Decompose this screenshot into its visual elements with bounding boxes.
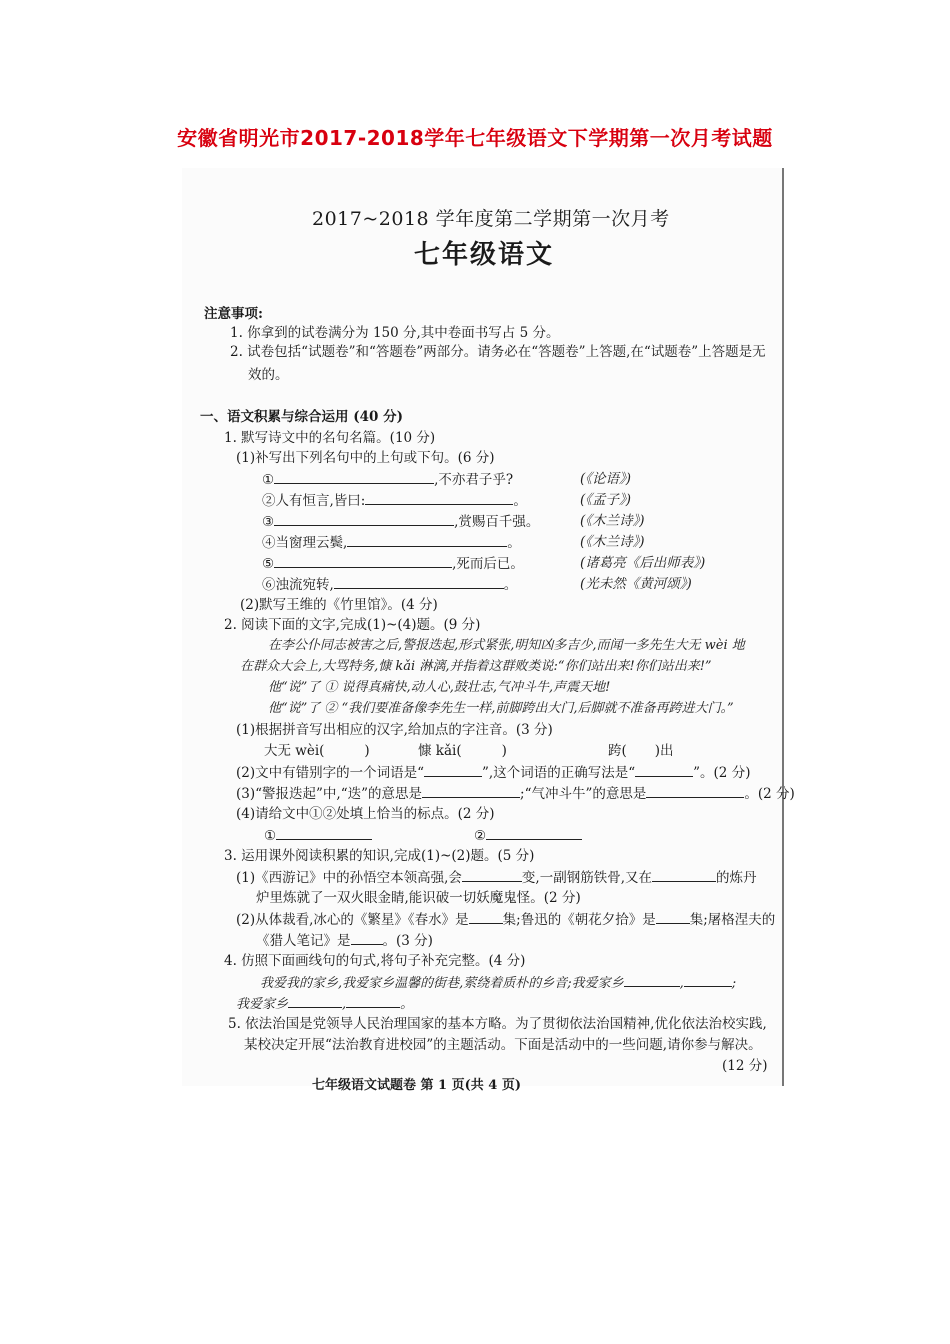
notice-title: 注意事项:: [204, 306, 263, 322]
passage-line: 在李公仆同志被害之后,警报迭起,形式紧张,明知凶多吉少,而闻一多先生大无 wèi 地: [268, 638, 745, 653]
subquestion: (1)根据拼音写出相应的汉字,给加点的字注音。(3 分): [236, 722, 553, 738]
question-title: 4. 仿照下面画线句的句式,将句子补充完整。(4 分): [224, 953, 526, 969]
subquestion: (4)请给文中①②处填上恰当的标点。(2 分): [236, 806, 495, 822]
notice-item: 1. 你拿到的试卷满分为 150 分,其中卷面书写占 5 分。: [230, 325, 560, 341]
source-ref: (《木兰诗》): [580, 513, 645, 529]
subquestion: (3)“警报迭起”中,“迭”的意思是 ;“气冲斗牛”的意思是 。(2 分): [236, 786, 795, 802]
section-title: 一、语文积累与综合运用 (40 分): [200, 409, 403, 425]
page-footer: 七年级语文试题卷 第 1 页(共 4 页): [312, 1078, 522, 1093]
question-text: 5. 依法治国是党领导人民治理国家的基本方略。为了贯彻依法治国精神,优化依法治校实践,: [228, 1016, 767, 1032]
fill-line: ⑥浊流宛转, 。: [262, 577, 518, 593]
question-score: (12 分): [722, 1058, 768, 1074]
source-ref: (《孟子》): [580, 492, 632, 508]
pinyin-item: 大无 wèi( ): [264, 743, 370, 759]
exam-subject: 七年级语文: [414, 240, 555, 270]
pinyin-item: 跨( )出: [608, 743, 674, 759]
sentence-line: 我爱家乡 , 。: [236, 997, 414, 1012]
subquestion: (1)《西游记》中的孙悟空本领高强,会 变,一副钢筋铁骨,又在 的炼丹: [236, 870, 757, 886]
subquestion: 《猎人笔记》是 。(3 分): [256, 933, 433, 949]
sentence-line: 我爱我的家乡,我爱家乡温馨的街巷,萦绕着质朴的乡音;我爱家乡 , ;: [260, 976, 737, 991]
source-ref: (《木兰诗》): [580, 534, 645, 550]
source-ref: (《论语》): [580, 471, 632, 487]
subquestion: (2)文中有错别字的一个词语是“ ”,这个词语的正确写法是“ ”。(2 分): [236, 765, 751, 781]
subquestion: (2)从体裁看,冰心的《繁星》《春水》是 集;鲁迅的《朝花夕拾》是 集;屠格涅夫的: [236, 912, 776, 928]
subquestion: (1)补写出下列名句中的上句或下句。(6 分): [236, 450, 495, 466]
question-title: 3. 运用课外阅读积累的知识,完成(1)~(2)题。(5 分): [224, 848, 535, 864]
fill-line: ②人有恒言,皆曰: 。: [262, 493, 527, 509]
passage-line: 在群众大会上,大骂特务,慷 kǎi 淋漓,并指着这群败类说:“你们站出来!你们站出来!”: [240, 659, 712, 674]
source-ref: (光未然《黄河颂》): [580, 576, 692, 592]
punctuation-blank: ①: [264, 827, 372, 844]
notice-item: 2. 试卷包括“试题卷”和“答题卷”两部分。请务必在“答题卷”上答题,在“试题卷”上答题是无: [230, 344, 766, 360]
scanned-exam-page: [182, 168, 795, 1093]
passage-line: 他“说”了 ① 说得真痛快,动人心,鼓壮志,气冲斗牛,声震天地!: [268, 680, 611, 695]
exam-header: 2017~2018 学年度第二学期第一次月考: [312, 208, 670, 230]
question-title: 1. 默写诗文中的名句名篇。(10 分): [224, 430, 436, 446]
document-title: 安徽省明光市2017-2018学年七年级语文下学期第一次月考试题: [177, 126, 773, 150]
source-ref: (诸葛亮《后出师表》): [580, 555, 706, 571]
question-title: 2. 阅读下面的文字,完成(1)~(4)题。(9 分): [224, 617, 481, 633]
subquestion: (2)默写王维的《竹里馆》。(4 分): [240, 597, 438, 613]
fill-line: ⑤ ,死而后已。: [262, 556, 524, 572]
passage-line: 他“说”了 ② “我们要准备像李先生一样,前脚跨出大门,后脚就不准备再跨进大门。”: [268, 701, 734, 716]
fill-line: ③ ,赏赐百千强。: [262, 514, 540, 530]
fill-line: ④当窗理云鬓, 。: [262, 535, 521, 551]
fill-line: ① ,不亦君子乎?: [262, 472, 514, 488]
subquestion: 炉里炼就了一双火眼金睛,能识破一切妖魔鬼怪。(2 分): [256, 890, 581, 906]
punctuation-blank: ②: [474, 827, 582, 844]
question-text: 某校决定开展“法治教育进校园”的主题活动。下面是活动中的一些问题,请你参与解决。: [244, 1037, 762, 1053]
pinyin-item: 慷 kǎi( ): [418, 743, 507, 759]
notice-item: 效的。: [248, 367, 289, 383]
